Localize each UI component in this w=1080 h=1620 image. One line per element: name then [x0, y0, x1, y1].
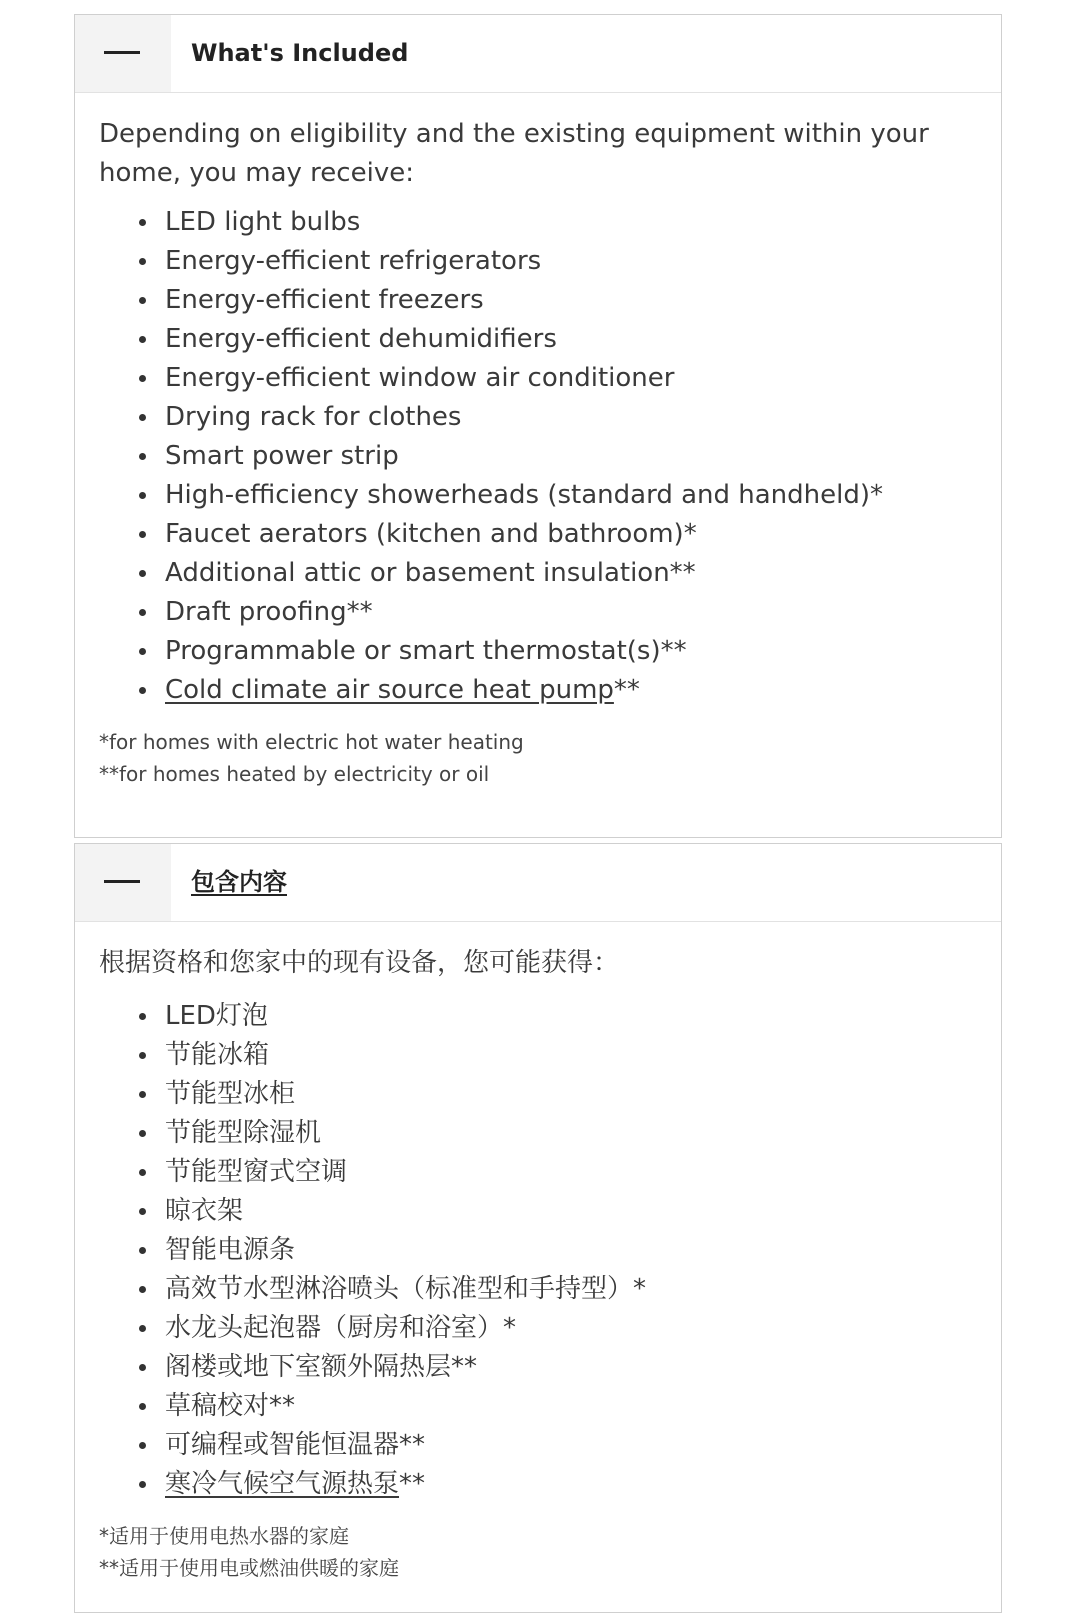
list-item: [139, 1426, 981, 1465]
list-item: [139, 1153, 981, 1192]
footnote: **适用于使用电或燃油供暖的家庭: [99, 1556, 399, 1580]
footnotes: [99, 1520, 981, 1584]
list-item: [139, 997, 981, 1036]
list-item-text: Energy-efficient window air conditioner: [165, 363, 675, 393]
bullet-icon: [139, 1325, 146, 1332]
list-item-text: 节能冰箱: [165, 1040, 270, 1070]
list-item: [139, 515, 981, 554]
list-item-text: 草稿校对**: [165, 1391, 296, 1421]
included-items-list: [99, 203, 981, 710]
accordion-title: 包含内容: [191, 868, 287, 896]
list-item: [139, 203, 981, 242]
bullet-icon: [139, 1403, 146, 1410]
list-item: [139, 398, 981, 437]
included-items-list: [99, 997, 981, 1504]
list-item: [139, 1192, 981, 1231]
accordion-header-whats-included[interactable]: [75, 15, 1001, 93]
list-item: [139, 476, 981, 515]
list-item-text: 可编程或智能恒温器**: [165, 1430, 426, 1460]
accordion-content: [99, 115, 981, 790]
bullet-icon: [139, 1364, 146, 1371]
list-item-text: 节能型冰柜: [165, 1079, 296, 1109]
list-item-text: Energy-efficient dehumidifiers: [165, 324, 557, 354]
list-item: [139, 1075, 981, 1114]
heat-pump-link[interactable]: 寒冷气候空气源热泵: [165, 1469, 400, 1499]
list-item-text: Draft proofing**: [165, 597, 373, 627]
list-item-text: 高效节水型淋浴喷头（标准型和手持型）*: [165, 1274, 647, 1304]
bullet-icon: [139, 1208, 146, 1215]
accordion-title: What's Included: [191, 39, 409, 67]
list-item-text: High-efficiency showerheads (standard and handheld)*: [165, 480, 884, 510]
list-item-text: Additional attic or basement insulation**: [165, 558, 696, 588]
list-item-text: 节能型窗式空调: [165, 1157, 348, 1187]
bullet-icon: [139, 687, 146, 694]
bullet-icon: [139, 1130, 146, 1137]
bullet-icon: [139, 336, 146, 343]
footnote: *适用于使用电热水器的家庭: [99, 1524, 349, 1548]
list-item-text: LED light bulbs: [165, 207, 361, 237]
list-item: [139, 1114, 981, 1153]
bullet-icon: [139, 1442, 146, 1449]
list-item-text: LED灯泡: [165, 1001, 268, 1031]
list-item-text: Programmable or smart thermostat(s)**: [165, 636, 687, 666]
bullet-icon: [139, 1052, 146, 1059]
bullet-icon: [139, 219, 146, 226]
bullet-icon: [139, 570, 146, 577]
footnotes: [99, 726, 981, 790]
bullet-icon: [139, 1013, 146, 1020]
bullet-icon: [139, 414, 146, 421]
bullet-icon: [139, 453, 146, 460]
list-item-suffix: **: [399, 1469, 426, 1499]
bullet-icon: [139, 375, 146, 382]
list-item: [139, 242, 981, 281]
list-item: [139, 1387, 981, 1426]
list-item: [139, 1309, 981, 1348]
collapse-toggle-button[interactable]: [75, 844, 171, 921]
list-item-text: 智能电源条: [165, 1235, 296, 1265]
list-item-text: Drying rack for clothes: [165, 402, 462, 432]
list-item-text: Smart power strip: [165, 441, 399, 471]
bullet-icon: [139, 531, 146, 538]
list-item: [139, 1036, 981, 1075]
bullet-icon: [139, 609, 146, 616]
list-item-text: 阁楼或地下室额外隔热层**: [165, 1352, 478, 1382]
bullet-icon: [139, 1169, 146, 1176]
list-item: [139, 437, 981, 476]
list-item: [139, 632, 981, 671]
list-item-suffix: **: [613, 675, 640, 705]
list-item: [139, 320, 981, 359]
minus-icon: [104, 51, 140, 54]
list-item: [139, 554, 981, 593]
list-item-text: Energy-efficient freezers: [165, 285, 484, 315]
bullet-icon: [139, 258, 146, 265]
footnote: *for homes with electric hot water heating: [99, 730, 524, 754]
list-item: [139, 1348, 981, 1387]
bullet-icon: [139, 1481, 146, 1488]
intro-text: 根据资格和您家中的现有设备，您可能获得：: [99, 948, 620, 978]
list-item-heat-pump: [139, 671, 981, 710]
list-item: [139, 281, 981, 320]
list-item-text: 节能型除湿机: [165, 1118, 322, 1148]
bullet-icon: [139, 1091, 146, 1098]
accordion-content: [99, 944, 981, 1584]
heat-pump-link[interactable]: Cold climate air source heat pump: [165, 675, 614, 705]
bullet-icon: [139, 648, 146, 655]
collapse-toggle-button[interactable]: [75, 15, 171, 92]
intro-text: Depending on eligibility and the existing equipment within your home, you may receive:: [99, 119, 929, 188]
accordion-panel-whats-included: [74, 14, 1002, 838]
list-item-text: Faucet aerators (kitchen and bathroom)*: [165, 519, 697, 549]
bullet-icon: [139, 297, 146, 304]
accordion-header-included-content-zh[interactable]: [75, 844, 1001, 922]
list-item: [139, 1231, 981, 1270]
bullet-icon: [139, 1286, 146, 1293]
list-item: [139, 359, 981, 398]
list-item: [139, 1270, 981, 1309]
bullet-icon: [139, 492, 146, 499]
list-item-heat-pump: [139, 1465, 981, 1504]
list-item-text: Energy-efficient refrigerators: [165, 246, 542, 276]
minus-icon: [104, 880, 140, 883]
list-item-text: 水龙头起泡器（厨房和浴室）*: [165, 1313, 517, 1343]
list-item-text: 晾衣架: [165, 1196, 244, 1226]
list-item: [139, 593, 981, 632]
footnote: **for homes heated by electricity or oil: [99, 762, 490, 786]
bullet-icon: [139, 1247, 146, 1254]
accordion-panel-included-content-zh: [74, 843, 1002, 1613]
